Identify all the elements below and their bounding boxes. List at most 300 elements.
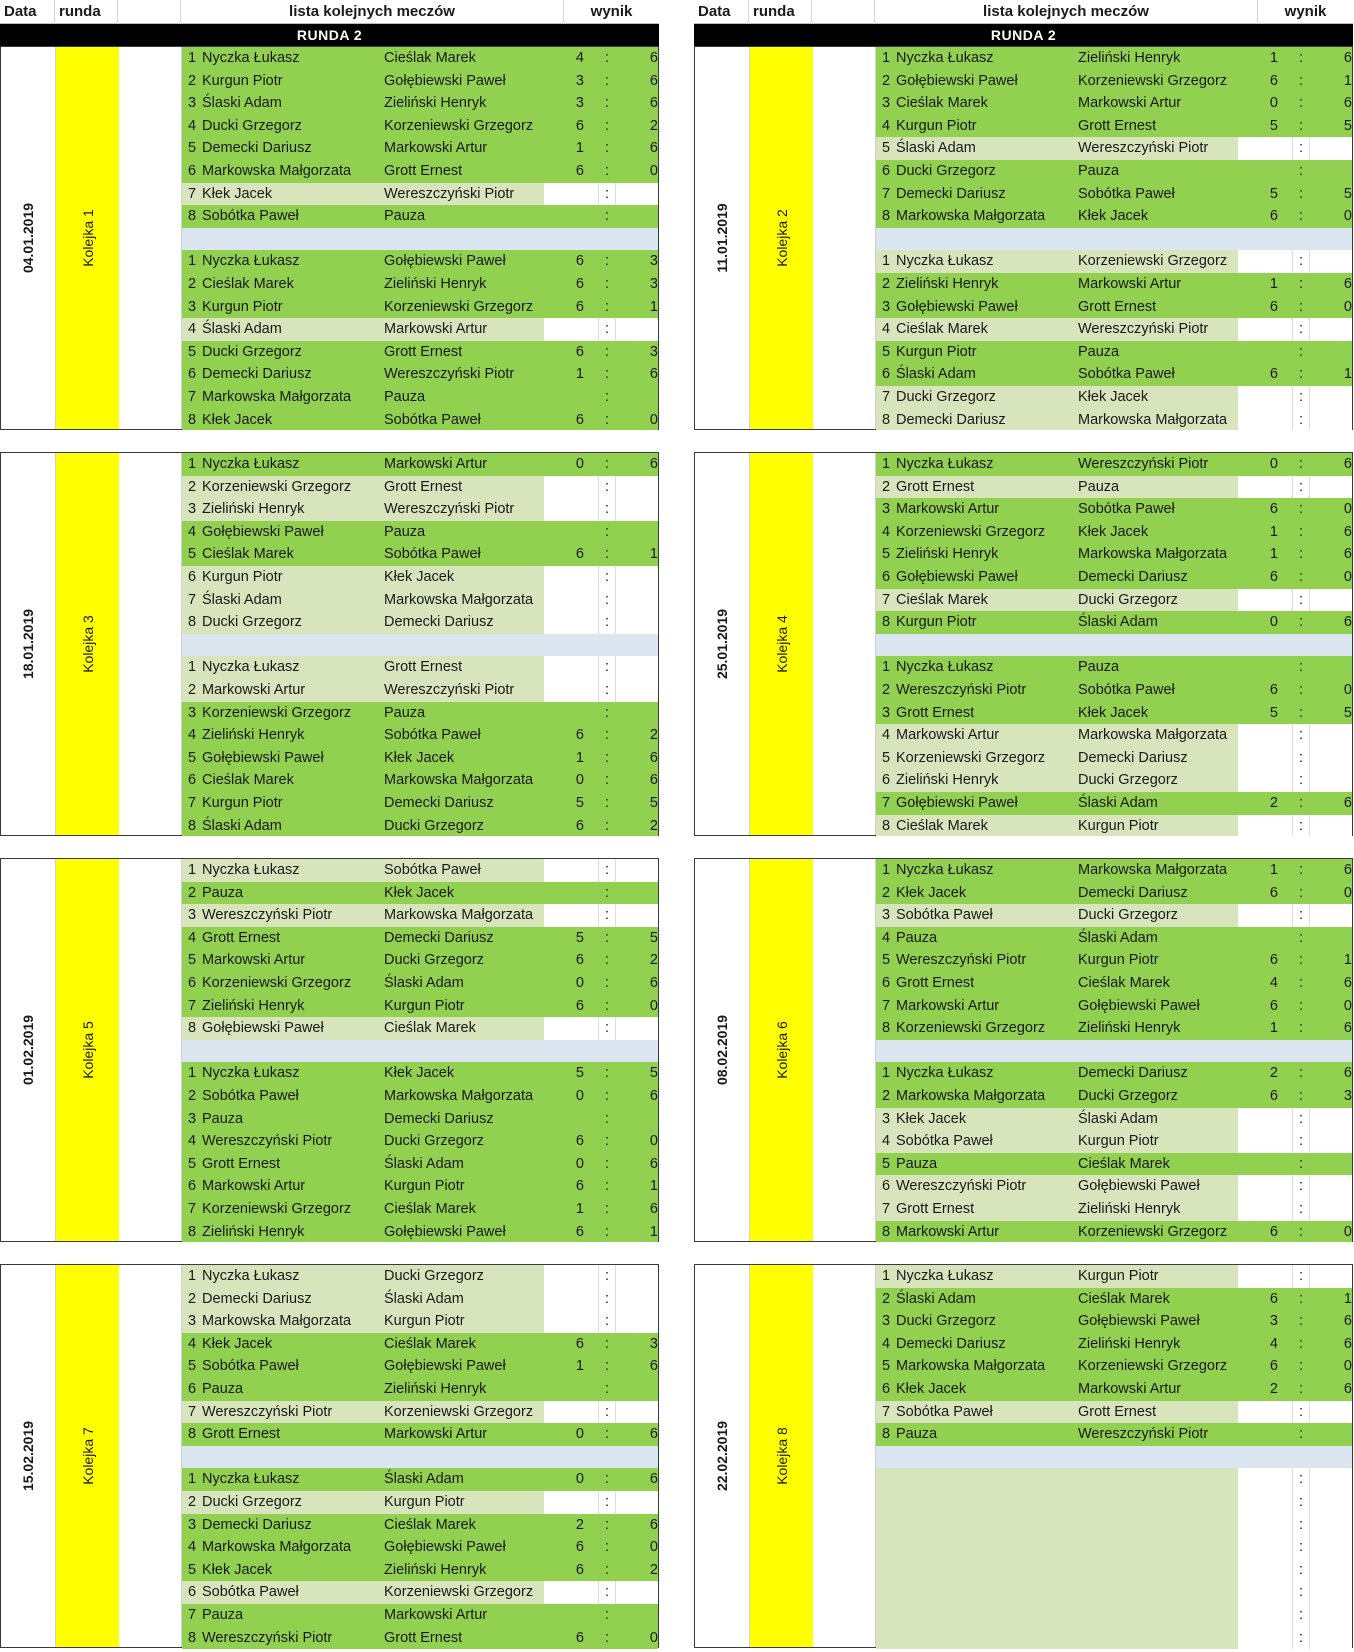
player-away: Demecki Dariusz (384, 1110, 494, 1127)
score-home[interactable]: 6 (575, 546, 584, 563)
score-away[interactable] (616, 859, 658, 882)
score-home[interactable] (1238, 815, 1292, 838)
score-away[interactable]: 0 (1343, 569, 1352, 585)
match-row (876, 1514, 1352, 1537)
score-away[interactable]: 1 (1343, 366, 1352, 383)
score-away[interactable]: 6 (649, 50, 658, 66)
score-home[interactable] (1238, 1514, 1292, 1537)
score-away[interactable] (616, 1310, 658, 1333)
score-home[interactable] (544, 1310, 598, 1333)
match-row (876, 815, 1352, 838)
score-away[interactable] (1310, 1604, 1352, 1627)
score-home[interactable] (544, 1401, 598, 1424)
score-away[interactable] (1310, 386, 1352, 409)
score-home[interactable]: 6 (575, 1629, 584, 1646)
score-home[interactable]: 6 (1269, 997, 1278, 1014)
score-home[interactable] (544, 183, 598, 206)
score-home[interactable]: 6 (1269, 72, 1278, 89)
score-away[interactable]: 0 (1343, 682, 1352, 698)
player-home: Grott Ernest (202, 1426, 281, 1443)
score-away[interactable]: 6 (649, 95, 658, 112)
score-home[interactable] (1238, 747, 1292, 770)
score-home[interactable] (544, 521, 598, 544)
score-home[interactable] (544, 1378, 598, 1401)
score-home[interactable] (1238, 1265, 1292, 1288)
score-home[interactable]: 0 (575, 1155, 584, 1172)
player-home: Korzeniewski Grzegorz (896, 749, 1046, 766)
score-away[interactable] (616, 566, 658, 589)
score-away[interactable]: 3 (649, 253, 658, 270)
score-away[interactable] (1310, 1108, 1352, 1131)
score-home[interactable]: 5 (1269, 704, 1278, 721)
score-away[interactable] (1310, 1130, 1352, 1153)
score-home[interactable] (544, 1108, 598, 1131)
score-home[interactable] (1238, 1198, 1292, 1221)
match-row (182, 724, 658, 747)
score-home[interactable] (544, 679, 598, 702)
score-home[interactable]: 1 (575, 749, 584, 766)
score-home[interactable]: 6 (575, 727, 584, 744)
score-home[interactable]: 6 (575, 411, 584, 428)
score-away[interactable] (1310, 341, 1352, 364)
score-away[interactable]: 1 (1343, 1290, 1352, 1307)
match-row (182, 1401, 658, 1424)
score-home[interactable] (1238, 1423, 1292, 1446)
score-home[interactable]: 4 (1269, 975, 1278, 991)
score-home[interactable]: 6 (1269, 569, 1278, 585)
score-away[interactable]: 2 (649, 1561, 658, 1578)
score-away[interactable]: 6 (649, 1358, 658, 1375)
score-home[interactable]: 3 (575, 72, 584, 89)
score-away[interactable]: 6 (1343, 50, 1352, 66)
score-away[interactable]: 5 (1343, 185, 1352, 202)
score-away[interactable]: 6 (649, 1088, 658, 1104)
score-away[interactable] (616, 498, 658, 521)
score-home[interactable] (1238, 1130, 1292, 1153)
score-home[interactable]: 1 (1269, 276, 1278, 292)
match-number: 8 (882, 614, 891, 631)
score-home[interactable] (544, 859, 598, 882)
score-away[interactable]: 1 (649, 1223, 658, 1240)
score-home[interactable]: 6 (575, 1223, 584, 1240)
kolejka-block (0, 858, 659, 1242)
score-home[interactable]: 1 (1269, 1020, 1278, 1037)
score-home[interactable]: 3 (1269, 1313, 1278, 1330)
score-home[interactable]: 6 (1269, 366, 1278, 383)
score-home[interactable] (544, 1604, 598, 1627)
score-away[interactable]: 3 (1343, 1088, 1352, 1104)
score-home[interactable] (1238, 1401, 1292, 1424)
score-home[interactable]: 5 (1269, 117, 1278, 134)
player-home: Nyczka Łukasz (202, 1065, 300, 1082)
score-home[interactable]: 6 (1269, 1088, 1278, 1104)
score-away[interactable] (1310, 137, 1352, 160)
score-home[interactable]: 2 (1269, 795, 1278, 811)
score-home[interactable] (1238, 1627, 1292, 1650)
score-away[interactable] (616, 1108, 658, 1131)
match-row (182, 47, 658, 70)
score-home[interactable] (544, 476, 598, 499)
score-home[interactable] (1238, 1491, 1292, 1514)
score-home[interactable]: 0 (575, 456, 584, 472)
player-home: Zieliński Henryk (202, 1223, 305, 1240)
score-away[interactable]: 3 (649, 276, 658, 292)
score-home[interactable] (1238, 476, 1292, 499)
score-away[interactable] (616, 183, 658, 206)
score-away[interactable] (616, 1401, 658, 1424)
score-away[interactable] (1310, 1423, 1352, 1446)
header-row (694, 0, 1353, 24)
score-home[interactable] (544, 1581, 598, 1604)
score-home[interactable] (1238, 160, 1292, 183)
score-away[interactable]: 0 (1343, 501, 1352, 518)
score-home[interactable]: 6 (575, 1539, 584, 1556)
score-away[interactable] (1310, 1468, 1352, 1491)
score-home[interactable]: 6 (575, 817, 584, 834)
score-away[interactable]: 1 (1343, 72, 1352, 89)
score-away[interactable]: 0 (649, 1629, 658, 1646)
score-home[interactable]: 6 (1269, 952, 1278, 969)
score-away[interactable] (1310, 1627, 1352, 1650)
score-away[interactable] (616, 589, 658, 612)
score-away[interactable]: 6 (1343, 1313, 1352, 1330)
score-home[interactable] (544, 1491, 598, 1514)
score-home[interactable]: 6 (1269, 682, 1278, 698)
score-home[interactable]: 1 (575, 140, 584, 157)
player-home: Demecki Dariusz (896, 1335, 1006, 1352)
score-home[interactable] (544, 318, 598, 341)
score-home[interactable] (544, 1265, 598, 1288)
score-away[interactable]: 6 (649, 140, 658, 157)
score-home[interactable] (544, 205, 598, 228)
score-away[interactable]: 6 (649, 456, 658, 472)
score-away[interactable] (1310, 1581, 1352, 1604)
score-away[interactable] (616, 521, 658, 544)
score-away[interactable] (616, 904, 658, 927)
score-home[interactable]: 6 (1269, 884, 1278, 901)
score-away[interactable] (616, 205, 658, 228)
score-home[interactable]: 6 (1269, 298, 1278, 315)
kolejka-block (694, 1264, 1353, 1648)
score-away[interactable] (1310, 1198, 1352, 1221)
score-away[interactable]: 5 (1343, 704, 1352, 721)
score-home[interactable]: 6 (1269, 1290, 1278, 1307)
score-away[interactable] (1310, 927, 1352, 950)
match-row (182, 1175, 658, 1198)
kolejka-block (0, 452, 659, 836)
score-away[interactable] (1310, 1153, 1352, 1176)
score-home[interactable]: 1 (575, 366, 584, 383)
score-home[interactable]: 6 (575, 253, 584, 270)
score-away[interactable]: 6 (649, 1516, 658, 1533)
round-separator (182, 1446, 658, 1469)
score-home[interactable] (1238, 1536, 1292, 1559)
score-home[interactable] (1238, 409, 1292, 432)
score-away[interactable]: 6 (649, 772, 658, 789)
score-away[interactable]: 6 (649, 975, 658, 991)
player-away: Cieślak Marek (1078, 1155, 1170, 1172)
score-away[interactable] (616, 1288, 658, 1311)
score-colon: : (1292, 1130, 1310, 1153)
score-away[interactable] (1310, 1559, 1352, 1582)
score-home[interactable] (1238, 724, 1292, 747)
score-away[interactable]: 6 (649, 1426, 658, 1443)
score-away[interactable]: 1 (649, 1178, 658, 1195)
score-away[interactable] (1310, 769, 1352, 792)
score-away[interactable] (616, 476, 658, 499)
score-away[interactable] (1310, 724, 1352, 747)
score-colon: : (1292, 476, 1310, 499)
score-away[interactable]: 6 (649, 366, 658, 383)
match-number: 6 (882, 975, 891, 991)
score-away[interactable] (616, 318, 658, 341)
score-home[interactable]: 6 (1269, 1358, 1278, 1375)
score-away[interactable] (616, 1491, 658, 1514)
score-away[interactable]: 6 (1343, 1020, 1352, 1037)
score-away[interactable]: 6 (1343, 795, 1352, 811)
score-away[interactable] (616, 611, 658, 634)
score-away[interactable] (616, 656, 658, 679)
score-away[interactable]: 0 (1343, 1223, 1352, 1240)
score-away[interactable]: 6 (1343, 1065, 1352, 1082)
kolejka-column (750, 859, 813, 1241)
score-away[interactable] (616, 1378, 658, 1401)
player-home: Kurgun Piotr (202, 795, 283, 811)
score-home[interactable]: 0 (575, 975, 584, 991)
score-home[interactable] (544, 611, 598, 634)
score-away[interactable]: 6 (649, 72, 658, 89)
score-home[interactable] (544, 1288, 598, 1311)
score-home[interactable]: 1 (1269, 523, 1278, 540)
score-away[interactable] (616, 679, 658, 702)
match-row (876, 949, 1352, 972)
score-away[interactable]: 6 (1343, 276, 1352, 292)
score-home[interactable] (544, 882, 598, 905)
match-row (182, 115, 658, 138)
score-home[interactable] (1238, 1604, 1292, 1627)
score-away[interactable]: 6 (1343, 975, 1352, 991)
score-home[interactable] (1238, 1153, 1292, 1176)
score-away[interactable]: 6 (1343, 523, 1352, 540)
score-home[interactable] (1238, 904, 1292, 927)
score-away[interactable] (1310, 1514, 1352, 1537)
player-away: Demecki Dariusz (1078, 749, 1188, 766)
score-home[interactable] (1238, 927, 1292, 950)
score-home[interactable]: 4 (575, 50, 584, 66)
score-away[interactable]: 1 (1343, 952, 1352, 969)
score-away[interactable]: 6 (1343, 862, 1352, 878)
score-away[interactable] (1310, 1536, 1352, 1559)
score-away[interactable]: 6 (1343, 456, 1352, 472)
player-home: Cieślak Marek (202, 772, 294, 789)
score-away[interactable] (1310, 815, 1352, 838)
match-row (876, 160, 1352, 183)
score-home[interactable]: 6 (575, 1133, 584, 1150)
score-colon: : (1298, 682, 1304, 698)
score-away[interactable] (616, 386, 658, 409)
score-home[interactable]: 6 (1269, 208, 1278, 225)
score-home[interactable] (544, 656, 598, 679)
score-home[interactable]: 6 (575, 163, 584, 179)
score-away[interactable] (1310, 589, 1352, 612)
round-separator (182, 228, 658, 251)
score-home[interactable] (1238, 1581, 1292, 1604)
score-away[interactable]: 5 (1343, 117, 1352, 134)
score-home[interactable] (544, 498, 598, 521)
score-home[interactable]: 0 (575, 1471, 584, 1488)
match-number: 8 (188, 1629, 197, 1646)
player-away: Ślaski Adam (1078, 929, 1158, 946)
score-away[interactable] (1310, 747, 1352, 770)
score-home[interactable]: 1 (1269, 546, 1278, 563)
player-away: Pauza (1078, 343, 1120, 360)
score-away[interactable] (1310, 409, 1352, 432)
match-row (876, 453, 1352, 476)
score-away[interactable] (1310, 318, 1352, 341)
score-home[interactable] (1238, 250, 1292, 273)
score-home[interactable]: 6 (575, 1561, 584, 1578)
score-away[interactable] (1310, 1401, 1352, 1424)
score-home[interactable]: 6 (575, 343, 584, 360)
score-home[interactable]: 1 (575, 1358, 584, 1375)
score-home[interactable]: 0 (1269, 456, 1278, 472)
score-home[interactable]: 3 (575, 95, 584, 112)
score-away[interactable]: 0 (649, 163, 658, 179)
score-away[interactable]: 2 (649, 727, 658, 744)
score-home[interactable]: 6 (575, 276, 584, 292)
score-away[interactable]: 5 (649, 929, 658, 946)
score-away[interactable]: 2 (649, 952, 658, 969)
score-away[interactable]: 5 (649, 795, 658, 811)
score-home[interactable] (1238, 1468, 1292, 1491)
score-home[interactable]: 4 (1269, 1335, 1278, 1352)
score-away[interactable]: 0 (1343, 298, 1352, 315)
score-home[interactable]: 5 (575, 1065, 584, 1082)
score-away[interactable]: 6 (1343, 95, 1352, 112)
score-away[interactable]: 6 (649, 1155, 658, 1172)
score-away[interactable]: 6 (649, 1471, 658, 1488)
score-home[interactable]: 6 (575, 952, 584, 969)
score-home[interactable]: 0 (575, 1426, 584, 1443)
score-home[interactable]: 2 (1269, 1381, 1278, 1397)
score-away[interactable] (616, 702, 658, 725)
score-away[interactable] (616, 1604, 658, 1627)
score-home[interactable] (1238, 656, 1292, 679)
score-home[interactable] (1238, 1108, 1292, 1131)
score-away[interactable] (1310, 1491, 1352, 1514)
score-home[interactable]: 2 (1269, 1065, 1278, 1082)
score-away[interactable]: 6 (1343, 1381, 1352, 1397)
score-away[interactable]: 3 (649, 343, 658, 360)
score-home[interactable] (544, 702, 598, 725)
score-away[interactable]: 6 (1343, 546, 1352, 563)
score-home[interactable] (544, 386, 598, 409)
score-away[interactable]: 5 (649, 1065, 658, 1082)
score-away[interactable]: 6 (649, 749, 658, 766)
score-away[interactable]: 0 (649, 997, 658, 1014)
score-away[interactable]: 6 (1343, 614, 1352, 631)
score-home[interactable]: 1 (575, 1201, 584, 1217)
score-away[interactable] (1310, 904, 1352, 927)
score-away[interactable]: 0 (1343, 208, 1352, 225)
score-home[interactable] (1238, 1175, 1292, 1198)
score-home[interactable] (1238, 318, 1292, 341)
score-home[interactable]: 1 (1269, 862, 1278, 878)
score-away[interactable]: 2 (649, 117, 658, 134)
kolejka-label: Kolejka 1 (79, 209, 96, 267)
score-away[interactable]: 6 (1343, 1335, 1352, 1352)
score-away[interactable] (1310, 1265, 1352, 1288)
score-home[interactable]: 0 (575, 772, 584, 789)
score-away[interactable] (616, 1265, 658, 1288)
player-away: Pauza (1078, 163, 1120, 179)
score-home[interactable] (544, 1017, 598, 1040)
match-number: 7 (188, 185, 197, 202)
score-away[interactable] (616, 882, 658, 905)
score-away[interactable]: 0 (1343, 884, 1352, 901)
score-away[interactable]: 1 (649, 298, 658, 315)
score-away[interactable] (1310, 656, 1352, 679)
score-home[interactable]: 6 (575, 298, 584, 315)
score-home[interactable] (1238, 769, 1292, 792)
match-number: 1 (882, 1268, 891, 1284)
score-home[interactable] (544, 904, 598, 927)
score-away[interactable]: 0 (649, 411, 658, 428)
score-away[interactable] (616, 1581, 658, 1604)
score-away[interactable]: 2 (649, 817, 658, 834)
score-home[interactable]: 5 (575, 795, 584, 811)
score-home[interactable] (1238, 341, 1292, 364)
score-away[interactable] (616, 1017, 658, 1040)
score-home[interactable]: 0 (1269, 614, 1278, 631)
score-home[interactable]: 0 (575, 1088, 584, 1104)
score-home[interactable]: 6 (575, 997, 584, 1014)
score-away[interactable]: 6 (649, 1201, 658, 1217)
match-row (876, 1130, 1352, 1153)
match-row (876, 747, 1352, 770)
score-away[interactable]: 0 (649, 1539, 658, 1556)
score-away[interactable] (1310, 476, 1352, 499)
score-home[interactable]: 6 (575, 117, 584, 134)
score-away[interactable]: 1 (649, 546, 658, 563)
score-home[interactable] (1238, 137, 1292, 160)
score-away[interactable]: 0 (1343, 1358, 1352, 1375)
score-away[interactable]: 3 (649, 1335, 658, 1352)
score-home[interactable]: 6 (575, 1335, 584, 1352)
score-home[interactable]: 5 (575, 929, 584, 946)
score-away[interactable]: 0 (649, 1133, 658, 1150)
score-home[interactable] (544, 566, 598, 589)
score-home[interactable]: 5 (1269, 185, 1278, 202)
score-away[interactable]: 0 (1343, 997, 1352, 1014)
score-home[interactable] (1238, 1559, 1292, 1582)
score-home[interactable] (1238, 589, 1292, 612)
score-home[interactable]: 6 (1269, 1223, 1278, 1240)
score-away[interactable] (1310, 1175, 1352, 1198)
score-home[interactable]: 6 (575, 1178, 584, 1195)
score-colon: : (1298, 569, 1304, 585)
score-home[interactable] (1238, 386, 1292, 409)
score-home[interactable]: 0 (1269, 95, 1278, 112)
player-away: Markowski Artur (1078, 1381, 1182, 1397)
score-home[interactable]: 2 (575, 1516, 584, 1533)
score-away[interactable] (1310, 250, 1352, 273)
score-away[interactable] (1310, 160, 1352, 183)
score-home[interactable]: 6 (1269, 501, 1278, 518)
score-home[interactable] (544, 589, 598, 612)
match-row (182, 1378, 658, 1401)
score-home[interactable]: 1 (1269, 50, 1278, 66)
